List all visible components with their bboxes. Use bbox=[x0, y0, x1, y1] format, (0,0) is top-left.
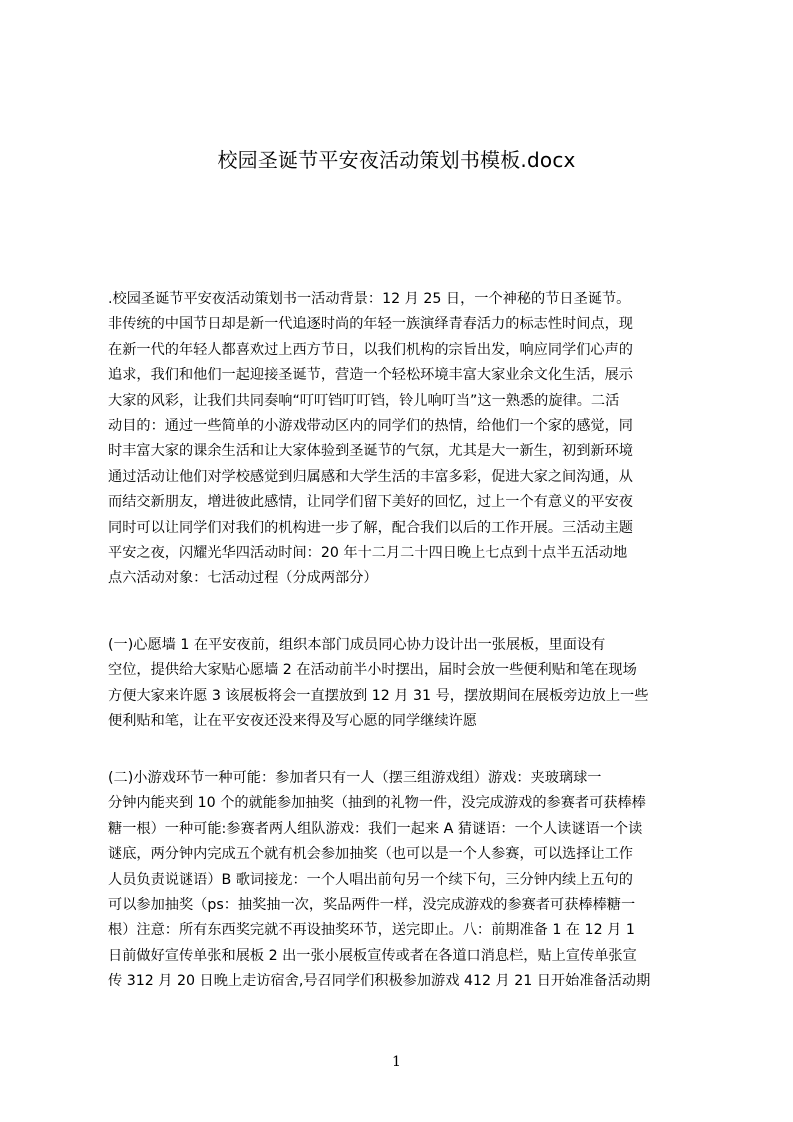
paragraph-background bbox=[108, 287, 698, 592]
text-line: 方便大家来许愿 3 该展板将会一直摆放到 12 月 31 号，摆放期间在展板旁边放上一些 bbox=[108, 687, 649, 704]
paragraph-mini-games bbox=[108, 766, 698, 995]
paragraph-wish-wall bbox=[108, 633, 698, 735]
text-line: 非传统的中国节日却是新一代追逐时尚的年轻一族演绎青春活力的标志性时间点，现 bbox=[108, 316, 633, 333]
text-line: 平安之夜，闪耀光华四活动时间：20 年十二月二十四日晚上七点到十点半五活动地 bbox=[108, 544, 628, 561]
text-line: 动目的：通过一些简单的小游戏带动区内的同学们的热情，给他们一个家的感觉，同 bbox=[108, 417, 633, 434]
text-line: 大家的风彩，让我们共同奏响“叮叮铛叮叮铛，铃儿响叮当”这一熟悉的旋律。二活 bbox=[108, 392, 620, 409]
text-line: (一)心愿墙 1 在平安夜前，组织本部门成员同心协力设计出一张展板，里面设有 bbox=[108, 637, 606, 653]
page-number: 1 bbox=[392, 1054, 401, 1070]
text-line: 时丰富大家的课余生活和让大家体验到圣诞节的气氛，尤其是大一新生，初到新环境 bbox=[108, 443, 633, 460]
text-line: 可以参加抽奖（ps：抽奖抽一次，奖品两件一样，没完成游戏的参赛者可获棒棒糖一 bbox=[108, 896, 636, 913]
text-line: 点六活动对象：七活动过程（分成两部分） bbox=[108, 570, 378, 587]
text-line: .校园圣诞节平安夜活动策划书一活动背景：12 月 25 日，一个神秘的节日圣诞节。 bbox=[108, 291, 631, 307]
document-title: 校园圣诞节平安夜活动策划书模板.docx bbox=[217, 148, 576, 172]
text-line: 传 312 月 20 日晚上走访宿舍,号召同学们积极参加游戏 412 月 21 日开始准备活动期 bbox=[108, 973, 651, 990]
text-line: 空位，提供给大家贴心愿墙 2 在活动前半小时摆出，届时会放一些便利贴和笔在现场 bbox=[108, 662, 637, 679]
text-line: 在新一代的年轻人都喜欢过上西方节日，以我们机构的宗旨出发，响应同学们心声的 bbox=[108, 341, 633, 358]
text-line: 糖一根）一种可能:参赛者两人组队游戏：我们一起来 A 猜谜语：一个人读谜语一个读 bbox=[108, 820, 643, 837]
text-line: 谜底，两分钟内完成五个就有机会参加抽奖（也可以是一个人参赛，可以选择让工作 bbox=[108, 846, 633, 863]
text-line: 根）注意：所有东西奖完就不再设抽奖环节，送完即止。八：前期准备 1 在 12 月 1 bbox=[108, 922, 635, 939]
text-line: 分钟内能夹到 10 个的就能参加抽奖（抽到的礼物一件，没完成游戏的参赛者可获棒棒 bbox=[108, 795, 646, 812]
text-line: 同时可以让同学们对我们的机构进一步了解，配合我们以后的工作开展。三活动主题 bbox=[108, 519, 633, 536]
text-line: 而结交新朋友，增进彼此感情，让同学们留下美好的回忆，过上一个有意义的平安夜 bbox=[108, 494, 633, 511]
text-line: 通过活动让他们对学校感觉到归属感和大学生活的丰富多彩，促进大家之间沟通，从 bbox=[108, 468, 633, 485]
text-line: (二)小游戏环节一种可能：参加者只有一人（摆三组游戏组）游戏：夹玻璃球一 bbox=[108, 770, 602, 786]
text-line: 追求，我们和他们一起迎接圣诞节，营造一个轻松环境丰富大家业余文化生活，展示 bbox=[108, 367, 633, 384]
text-line: 人员负责说谜语）B 歌词接龙：一个人唱出前句另一个续下句，三分钟内续上五句的 bbox=[108, 871, 633, 888]
text-line: 日前做好宣传单张和展板 2 出一张小展板宣传或者在各道口消息栏，贴上宣传单张宣 bbox=[108, 947, 637, 964]
text-line: 便利贴和笔，让在平安夜还没来得及写心愿的同学继续许愿 bbox=[108, 713, 477, 730]
